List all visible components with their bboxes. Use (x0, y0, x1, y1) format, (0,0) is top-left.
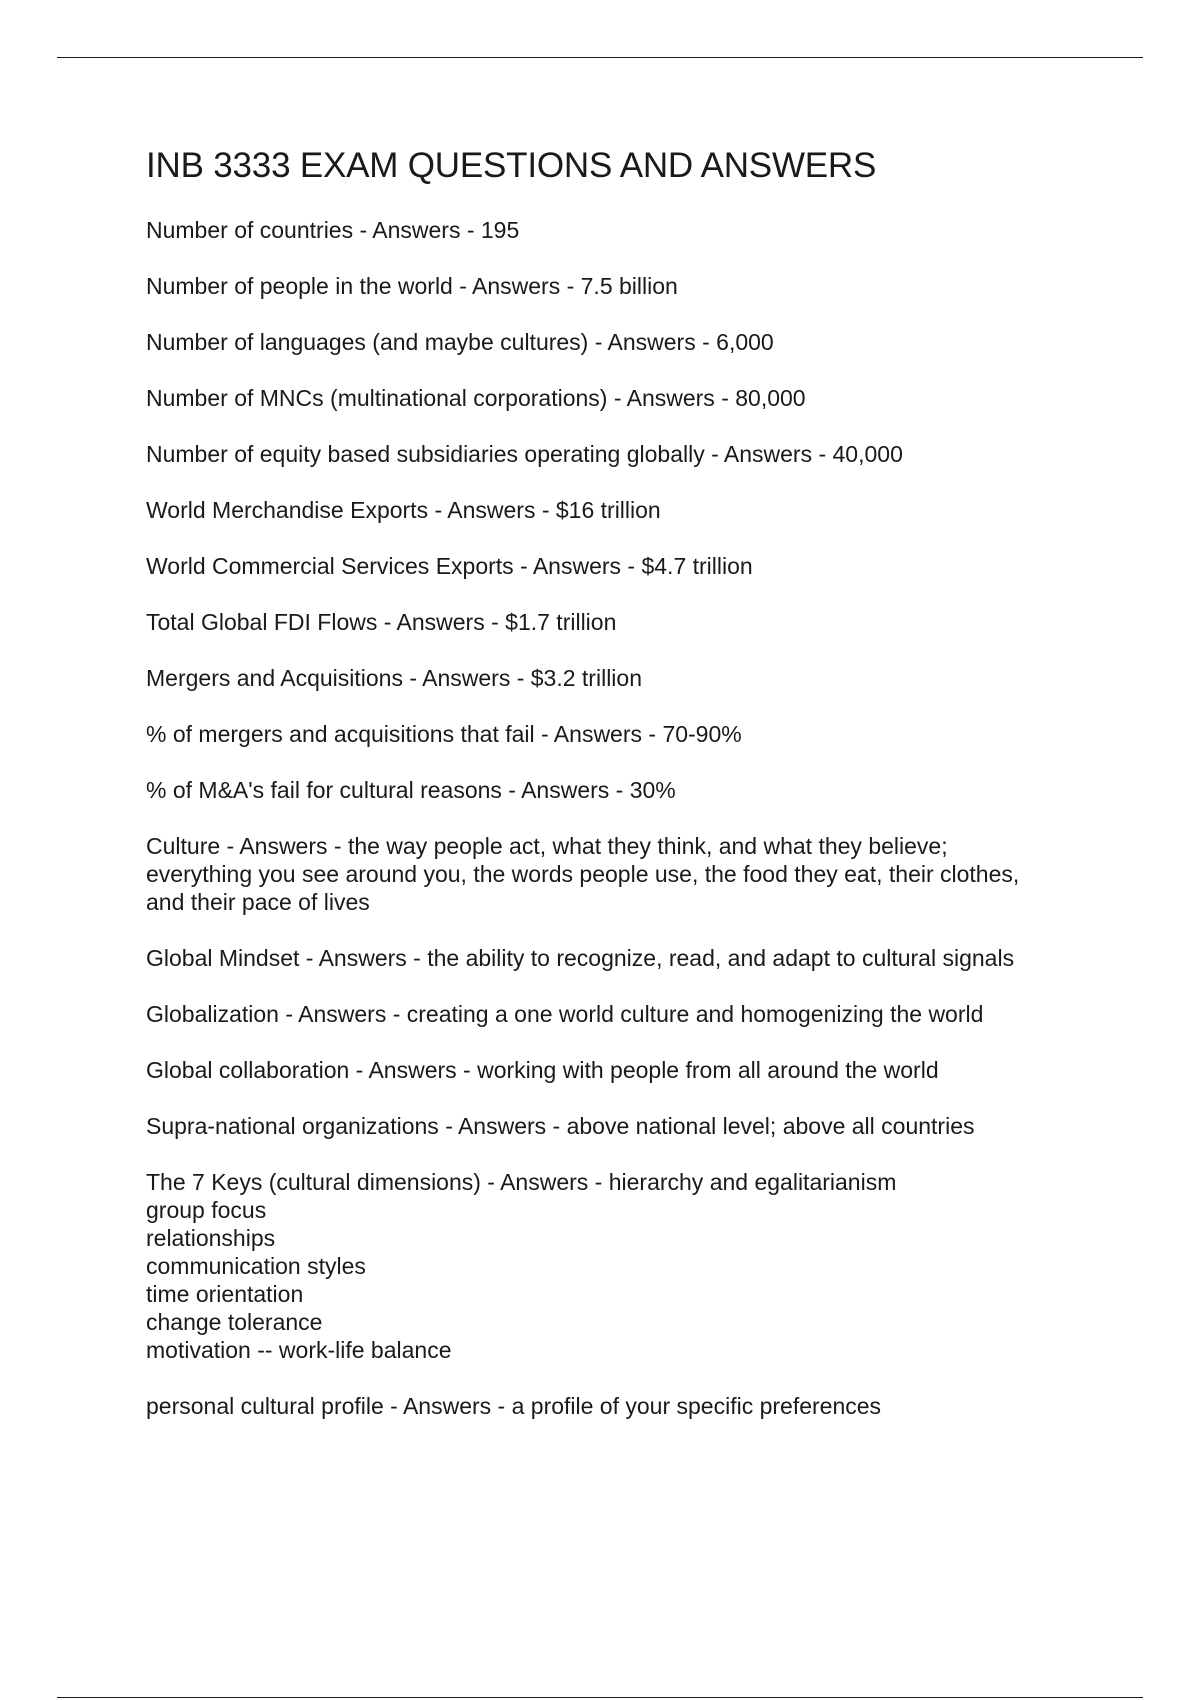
qa-entry-fdi-flows: Total Global FDI Flows - Answers - $1.7 trillion (146, 609, 617, 635)
document-body (146, 138, 1106, 1448)
qa-entry-supra-national: Supra-national organizations - Answers - above national level; above all countries (146, 1113, 975, 1139)
qa-entry-services-exports: World Commercial Services Exports - Answers - $4.7 trillion (146, 553, 753, 579)
qa-entry-subsidiaries: Number of equity based subsidiaries operating globally - Answers - 40,000 (146, 441, 903, 467)
qa-entry-merchandise-exports: World Merchandise Exports - Answers - $16 trillion (146, 497, 661, 523)
qa-entry-personal-profile: personal cultural profile - Answers - a profile of your specific preferences (146, 1393, 882, 1419)
qa-entry-mergers-fail: % of mergers and acquisitions that fail - Answers - 70-90% (146, 721, 742, 747)
top-divider (57, 57, 1143, 58)
qa-entry-global-mindset: Global Mindset - Answers - the ability to recognize, read, and adapt to cultural signals (146, 945, 1015, 971)
bottom-divider (57, 1697, 1143, 1698)
qa-entry-languages: Number of languages (and maybe cultures) - Answers - 6,000 (146, 329, 774, 355)
qa-entry-culture: Culture - Answers - the way people act, what they think, and what they believe; everything you see around you, the words people use, the food they eat, their clothes, and their pace of lives (146, 833, 1020, 915)
qa-entry-seven-keys: The 7 Keys (cultural dimensions) - Answers - hierarchy and egalitarianism group focus relationships communication styles time orientation change tolerance motivation -- work-life balance (146, 1169, 897, 1363)
qa-entry-countries: Number of countries - Answers - 195 (146, 217, 520, 243)
qa-entry-people: Number of people in the world - Answers - 7.5 billion (146, 273, 678, 299)
qa-entry-mncs: Number of MNCs (multinational corporations) - Answers - 80,000 (146, 385, 806, 411)
qa-entry-global-collaboration: Global collaboration - Answers - working with people from all around the world (146, 1057, 939, 1083)
qa-entry-cultural-fail: % of M&A's fail for cultural reasons - Answers - 30% (146, 777, 676, 803)
qa-entry-mergers: Mergers and Acquisitions - Answers - $3.2 trillion (146, 665, 642, 691)
page-title: INB 3333 EXAM QUESTIONS AND ANSWERS (146, 146, 877, 185)
qa-entry-globalization: Globalization - Answers - creating a one world culture and homogenizing the world (146, 1001, 984, 1027)
